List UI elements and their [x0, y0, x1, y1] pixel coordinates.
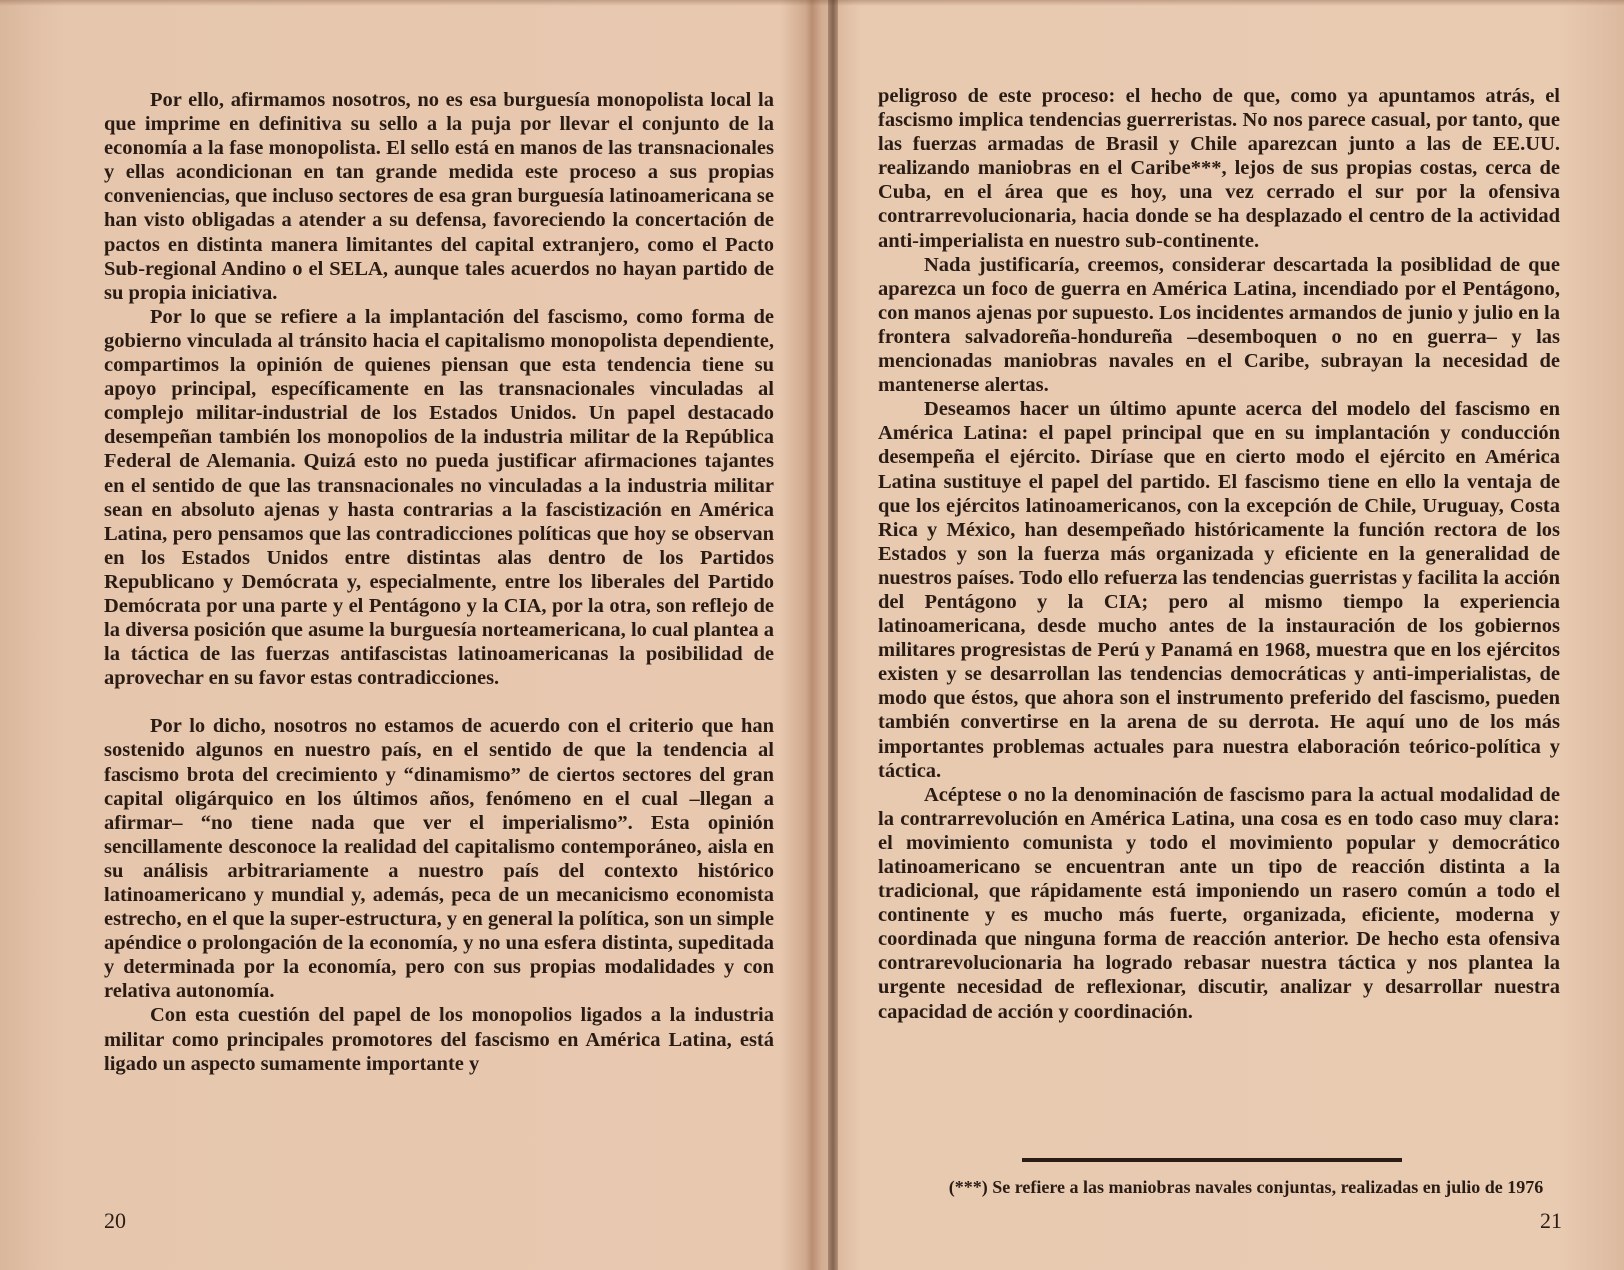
paragraph: Por ello, afirmamos nosotros, no es esa burguesía monopolista local la que imprime en definitiva su sello a la puja por llevar el conjunto de la economía a la fase monopolista. El sello está en manos de las transnacionales y ellas acondicionan en tan grande medida este proceso a sus propias conveniencias, que incluso sectores de esa gran burguesía latinoamericana se han visto obligadas a atender a su defensa, favoreciendo la concertación de pactos en distinta manera limitantes del capital extranjero, como el Pacto Sub-regional Andino o el SELA, aunque tales acuerdos no hayan partido de su propia iniciativa. [104, 89, 774, 304]
paragraph: Nada justificaría, creemos, considerar descartada la posiblidad de que aparezca un foco de guerra en América Latina, incendiado por el Pentágono, con manos ajenas por supuesto. Los incidentes armandos de junio y julio en la frontera salvadoreña-hondureña –desemboquen o no en guerra– y las mencionadas maniobras navales en el Caribe, subrayan la necesidad de mantenerse alertas. [878, 253, 1560, 397]
footnote: (***) Se refiere a las maniobras navales conjuntas, realizadas en julio de 1976 [948, 1177, 1544, 1197]
footnote-divider [1022, 1158, 1402, 1162]
paragraph: Deseamos hacer un último apunte acerca del modelo del fascismo en América Latina: el papel principal que en su implantación y conducción desempeña el ejército. Diríase que en cierto modo el ejército en América Latina sustituye el papel del partido. El fascismo tiene en ello la ventaja de que los ejércitos latinoamericanos, con la excepción de Chile, Uruguay, Costa Rica y México, han desempeñado históricamente la función rectora de los Estados y son la fuerza más organizada y eficiente en la generalidad de nuestros países. Todo ello refuerza las tendencias guerristas y facilita la acción del Pentágono y la CIA; pero al mismo tiempo la experiencia latinoamericana, desde mucho antes de la instauración de los gobiernos militares progresistas de Perú y Panamá en 1968, muestra que en los ejércitos existen y se desarrollan las tendencias democráticas y anti-imperialistas, de modo que éstos, que ahora son el instrumento preferido del fascismo, pueden también convertirse en la arena de su derrota. He aquí uno de los más importantes problemas actuales para nuestra elaboración teórico-política y táctica. [878, 398, 1560, 782]
paragraph: Acéptese o no la denominación de fascismo para la actual modalidad de la contrarrevolución en América Latina, una cosa es en todo caso muy clara: el movimiento comunista y todo el movimiento popular y democrático latinoamericano se encuentran ante un tipo de reacción distinta a la tradicional, que rápidamente está imponiendo un rasero común a todo el continente y es mucho más fuerte, organizada, eficiente, moderna y coordinada que ninguna forma de reacción anterior. De hecho esta ofensiva contrarevolucionaria ha logrado rebasar nuestra táctica y nos plantea la urgente necesidad de reflexionar, discutir, analizar y desarrollar nuestra capacidad de acción y coordinación. [878, 783, 1560, 1023]
right-page [834, 0, 1624, 1270]
paragraph: Por lo dicho, nosotros no estamos de acuerdo con el criterio que han sostenido algunos en nuestro país, en el sentido de que la tendencia al fascismo brota del crecimiento y “dinamismo” de ciertos sectores del gran capital oligárquico en los últimos años, fenómeno en el cual –llegan a afirmar– “no tiene nada que ver el imperialismo”. Esta opinión sencillamente desconoce la realidad del capitalismo contemporáneo, aisla en su análisis arbitrariamente a nuestro país del contexto histórico latinoamericano y mundial y, además, peca de un mecanicismo economista estrecho, en el que la super-estructura, y en general la política, son un simple apéndice o prolongación de la economía, y no una esfera distinta, supeditada y determinada por la economía, pero con sus propias modalidades y con relativa autonomía. [104, 715, 774, 1003]
left-page-body [104, 88, 774, 1076]
paragraph: Por lo que se refiere a la implantación del fascismo, como forma de gobierno vinculada al tránsito hacia el capitalismo monopolista dependiente, compartimos la opinión de quienes piensan que esta tendencia tiene su apoyo principal, específicamente en las transnacionales vinculadas al complejo militar-industrial de los Estados Unidos. Un papel destacado desempeñan también los monopolios de la industria militar de la República Federal de Alemania. Quizá esto no pueda justificar afirmaciones tajantes en el sentido de que las transnacionales no vinculadas a la industria militar sean en absoluto ajenas y hasta contrarias a la fascistización en América Latina, pero pensamos que las contradicciones políticas que hoy se observan en los Estados Unidos entre distintas alas dentro de los Partidos Republicano y Demócrata y, especialmente, entre los liberales del Partido Demócrata por una parte y el Pentágono y la CIA, por la otra, son reflejo de la diversa posición que asume la burguesía norteamericana, lo cual plantea a la táctica de las fuerzas antifascistas latinoamericanas la posibilidad de aprovechar en su favor estas contradicciones. [104, 305, 774, 690]
paragraph: peligroso de este proceso: el hecho de que, como ya apuntamos atrás, el fascismo implica tendencias guerreristas. No nos parece casual, por tanto, que las fuerzas armadas de Brasil y Chile aparezcan junto a las de EE.UU. realizando maniobras en el Caribe***, lejos de sus propias costas, cerca de Cuba, en el área que es hoy, una vez cerrado el sur por la ofensiva contrarrevolucionaria, hacia donde se ha desplazado el centro de la actividad anti-imperialista en nuestro sub-continente. [878, 85, 1560, 252]
right-page-body [878, 84, 1560, 1024]
page-number: 20 [104, 1208, 126, 1233]
paragraph: Con esta cuestión del papel de los monopolios ligados a la industria militar como principales promotores del fascismo en América Latina, está ligado un aspecto sumamente importante y [104, 1004, 774, 1075]
page-number: 21 [1540, 1208, 1562, 1233]
